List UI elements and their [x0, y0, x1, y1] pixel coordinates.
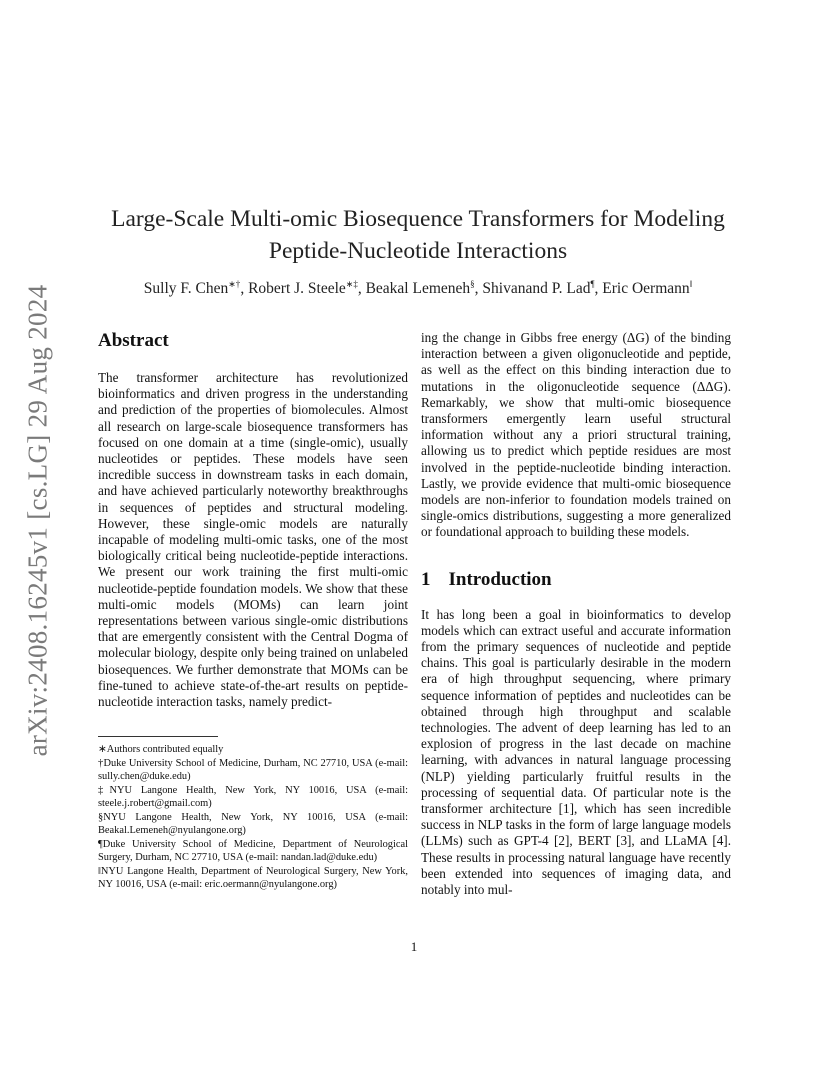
footnote: ¶Duke University School of Medicine, Department of Neurological Surgery, Durham, NC 27710, USA (e-mail: nandan.lad@duke.edu) [98, 839, 408, 864]
author-list [98, 279, 738, 298]
section-title: Introduction [448, 568, 552, 590]
footnote: ∗Authors contributed equally [98, 744, 224, 756]
paper-title [98, 203, 738, 267]
author: Sully F. Chen∗†, [143, 279, 249, 298]
footnote: §NYU Langone Health, New York, NY 10016, USA (e-mail: Beakal.Lemeneh@nyulangone.org) [98, 812, 408, 837]
introduction-text: It has long been a goal in bioinformatics to develop models which can extract useful and accurate information from the primary sequences of nucleotide and peptide chains. This goal is particularly desirable in the modern era of high throughput sequencing, where primary sequence information of peptides and nucleotides can be obtained through high throughput and scalable technologies. The advent of deep learning has led to an explosion of progress in the last decade on machine learning, with advances in natural language processing (NLP) yielding particularly fruitful results in the processing of sequential data. Of particular note is the transformer architecture [1], which has seen incredible success in NLP tasks in the form of large language models (LLMs) such as GPT-4 [2], BERT [3], and LLaMA [4]. These results in processing natural language have recently been extended into sequences of imaging data, and notably into mul- [421, 606, 731, 898]
abstract-heading: Abstract [98, 330, 169, 351]
author: Eric Oermann‖ [602, 279, 693, 298]
author: Robert J. Steele∗‡, [248, 279, 366, 298]
footnote: ‖NYU Langone Health, Department of Neurological Surgery, New York, NY 10016, USA (e-mail: eric.oermann@nyulangone.org) [98, 866, 408, 891]
author: Beakal Lemeneh§, [365, 279, 483, 298]
arxiv-stamp [14, 280, 62, 760]
arxiv-id: arXiv:2408.16245v1 [cs.LG] 29 Aug 2024 [22, 284, 53, 756]
footnote: †Duke University School of Medicine, Durham, NC 27710, USA (e-mail: sully.chen@duke.edu) [98, 758, 408, 783]
abstract-text: The transformer architecture has revolutionized bioinformatics and driven progress in the understanding and prediction of the properties of biomolecules. Almost all research on large-scale biosequence transformers has focused on one domain at a time (single-omic), usually nucleotides or peptides. These models have seen incredible success in downstream tasks in each domain, and have achieved particularly noteworthy breakthroughs in sequences of peptides and structural modeling. However, these single-omic models are naturally incapable of modeling multi-omic tasks, one of the most biologically critical being nucleotide-peptide interactions. We present our work training the first multi-omic nucleotide-peptide foundation models. We show that these multi-omic models (MOMs) can learn joint representations between various single-omic distributions that are emergently consistent with the Central Dogma of molecular biology, despite only being trained on unlabeled biosequences. We further demonstrate that MOMs can be fine-tuned to achieve state-of-the-art results on peptide-nucleotide interaction tasks, namely predict- [98, 370, 408, 710]
left-column [98, 330, 408, 891]
introduction-heading [421, 569, 731, 591]
abstract-continuation: ing the change in Gibbs free energy (ΔG) of the binding interaction between a given oligonucleotide and peptide, as well as the effect on this binding interaction due to mutations in the oligonucleotide sequence (ΔΔG). Remarkably, we show that multi-omic biosequence transformers emergently learn useful structural information without any a priori structural training, allowing us to predict which peptide residues are most involved in the peptide-nucleotide binding interaction. Lastly, we provide evidence that multi-omic biosequence models are non-inferior to foundation models trained on single-omics distributions, suggesting a more generalized or foundational approach to building these models. [421, 330, 731, 540]
right-column [421, 330, 731, 898]
page-number: 1 [410, 939, 418, 954]
section-number: 1 [421, 568, 431, 590]
author: Shivanand P. Lad¶, [482, 279, 603, 298]
footnote: ‡NYU Langone Health, New York, NY 10016, USA (e-mail: steele.j.robert@gmail.com) [98, 785, 408, 810]
title-line-2: Peptide-Nucleotide Interactions [268, 238, 568, 264]
title-line-1: Large-Scale Multi-omic Biosequence Transformers for Modeling [111, 206, 725, 232]
footnote-divider [98, 736, 218, 737]
